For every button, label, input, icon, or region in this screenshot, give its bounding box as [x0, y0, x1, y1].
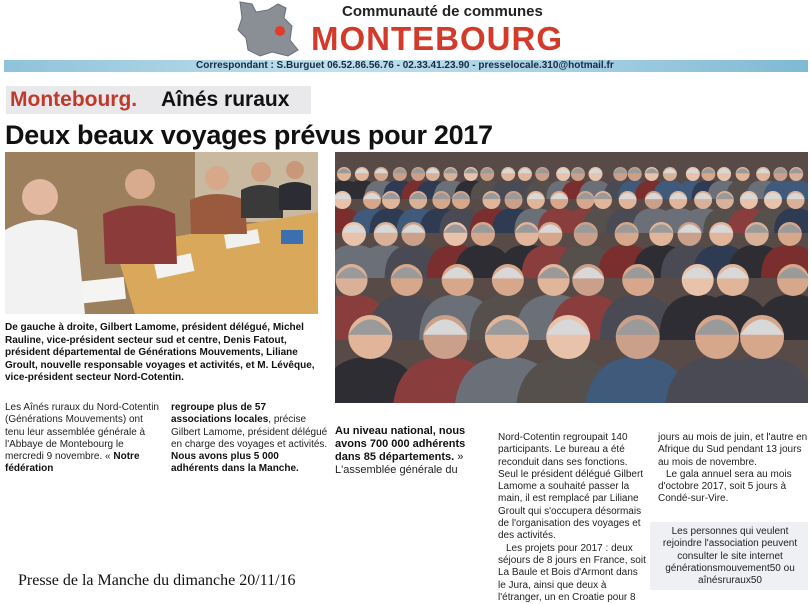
article-column-5: [658, 432, 808, 506]
column-1-text: Les Aînés ruraux du Nord-Cotentin (Générations Mouvements) ont tenu leur assemblée générale à l'Abbaye de Montebourg le mercredi 9 novembre. «: [5, 402, 159, 463]
column-1-bold: Notre fédération: [5, 451, 140, 475]
column-3-bold: Au niveau national, nous avons 700 000 adhérents dans 85 départements.: [335, 425, 466, 463]
column-2-bold-b: Nous avons plus 5 000 adhérents dans la Manche.: [171, 451, 299, 475]
column-2-bold-a: regroupe plus de 57 associations locales: [171, 402, 269, 426]
photo-assembly-audience: [335, 152, 808, 403]
photo-assembly-audience-drawing: [335, 152, 808, 403]
column-5-paragraph-a: jours au mois de juin, et l'autre en Afrique du Sud pendant 13 jours au mois de novembre.: [658, 432, 808, 468]
column-4-paragraph-b: Les projets pour 2017 : deux séjours de 8 jours en France, soit La Baule et Bois d'Armont dans le Jura, ainsi que deux à l'étranger, un en Croatie pour 8: [498, 542, 646, 603]
article-column-1: [5, 402, 165, 476]
photo-caption: De gauche à droite, Gilbert Lamome, président délégué, Michel Rauline, vice-président secteur sud et centre, Denis Fatout, président départemental de Générations Mouvements, Liliane Groult, nouvelle responsable voyages et activités, et M. Lévêque, vice-président secteur Nord-Cotentin.: [5, 322, 315, 383]
kicker-place: Montebourg.: [10, 88, 138, 111]
article-column-4: [498, 432, 648, 604]
column-4-paragraph-a: Nord-Cotentin regroupait 140 participants. Le bureau a été reconduit dans ses fonctions. Seul le président délégué Gilbert Lamome a souhaité passer la main, il est remplacé par Liliane Groult qui s'occupera désormais de l'organisation des voyages et des activités.: [498, 432, 644, 542]
column-5-paragraph-b: Le gala annuel sera au mois d'octobre 2017, soit 5 jours à Condé-sur-Vire.: [658, 468, 792, 505]
manche-map-logo-icon: [232, 0, 304, 58]
article-column-2: [171, 402, 329, 476]
article-column-3: [335, 425, 485, 477]
org-subtitle: Communauté de communes: [342, 3, 543, 20]
column-3-text: » L'assemblée générale du: [335, 451, 464, 476]
column-2-text: , précise Gilbert Lamome, président délégué en charge des voyages et activités.: [171, 414, 328, 450]
photo-board-members-drawing: [5, 152, 318, 314]
org-name: MONTEBOURG: [311, 20, 563, 57]
kicker-topic: Aînés ruraux: [161, 88, 290, 111]
callout-text: Les personnes qui veulent rejoindre l'association peuvent consulter le site internet générationsmouvement50 ou aînésruraux50: [662, 526, 798, 587]
source-footer: Presse de la Manche du dimanche 20/11/16: [18, 572, 296, 589]
correspondent-contact: Correspondant : S.Burguet 06.52.86.56.76 - 02.33.41.23.90 - presselocale.310@hotmail.fr: [196, 60, 614, 71]
photo-board-members: [5, 152, 318, 314]
article-headline: Deux beaux voyages prévus pour 2017: [5, 120, 493, 150]
